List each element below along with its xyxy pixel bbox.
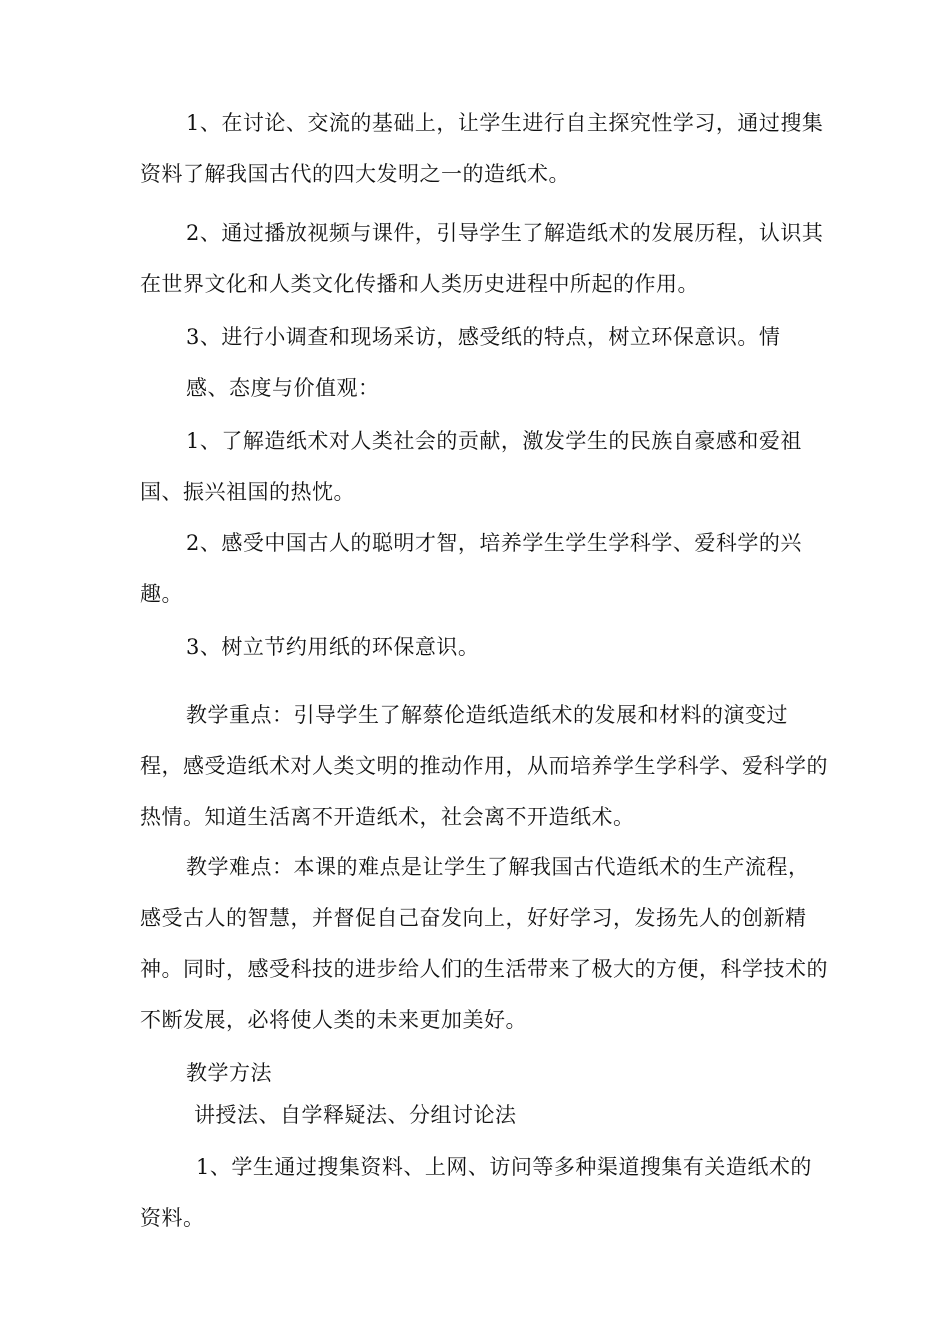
paragraph-methods: 讲授法、自学释疑法、分组讨论法 bbox=[194, 1103, 517, 1127]
paragraph-emotion-2: 2、感受中国古人的聪明才智，培养学生学生学科学、爱科学的兴趣。 bbox=[140, 531, 802, 606]
paragraph-objective-3: 3、进行小调查和现场采访，感受纸的特点，树立环保意识。情 bbox=[186, 325, 781, 349]
paragraph-emotion-1: 1、了解造纸术对人类社会的贡献，激发学生的民族自豪感和爱祖国、振兴祖国的热忱。 bbox=[140, 429, 802, 504]
paragraph-objective-2: 2、通过播放视频与课件，引导学生了解造纸术的发展历程，认识其在世界文化和人类文化传播和人类历史进程中所起的作用。 bbox=[140, 221, 824, 296]
paragraph-objective-1: 1、在讨论、交流的基础上，让学生进行自主探究性学习，通过搜集资料了解我国古代的四大发明之一的造纸术。 bbox=[140, 111, 824, 186]
paragraph-difficulties: 教学难点：本课的难点是让学生了解我国古代造纸术的生产流程，感受古人的智慧，并督促自己奋发向上，好好学习，发扬先人的创新精神。同时，感受科技的进步给人们的生活带来了极大的方便，科学技术的不断发展，必将使人类的未来更加美好。 bbox=[140, 855, 828, 1032]
paragraph-method-heading: 教学方法 bbox=[186, 1061, 272, 1085]
paragraph-emotion-heading: 感、态度与价值观： bbox=[186, 376, 380, 400]
paragraph-key-points: 教学重点：引导学生了解蔡伦造纸造纸术的发展和材料的演变过程，感受造纸术对人类文明的推动作用，从而培养学生学科学、爱科学的热情。知道生活离不开造纸术，社会离不开造纸术。 bbox=[140, 703, 828, 829]
paragraph-emotion-3: 3、树立节约用纸的环保意识。 bbox=[186, 635, 480, 659]
paragraph-process-1: 1、学生通过搜集资料、上网、访问等多种渠道搜集有关造纸术的资料。 bbox=[140, 1155, 812, 1230]
